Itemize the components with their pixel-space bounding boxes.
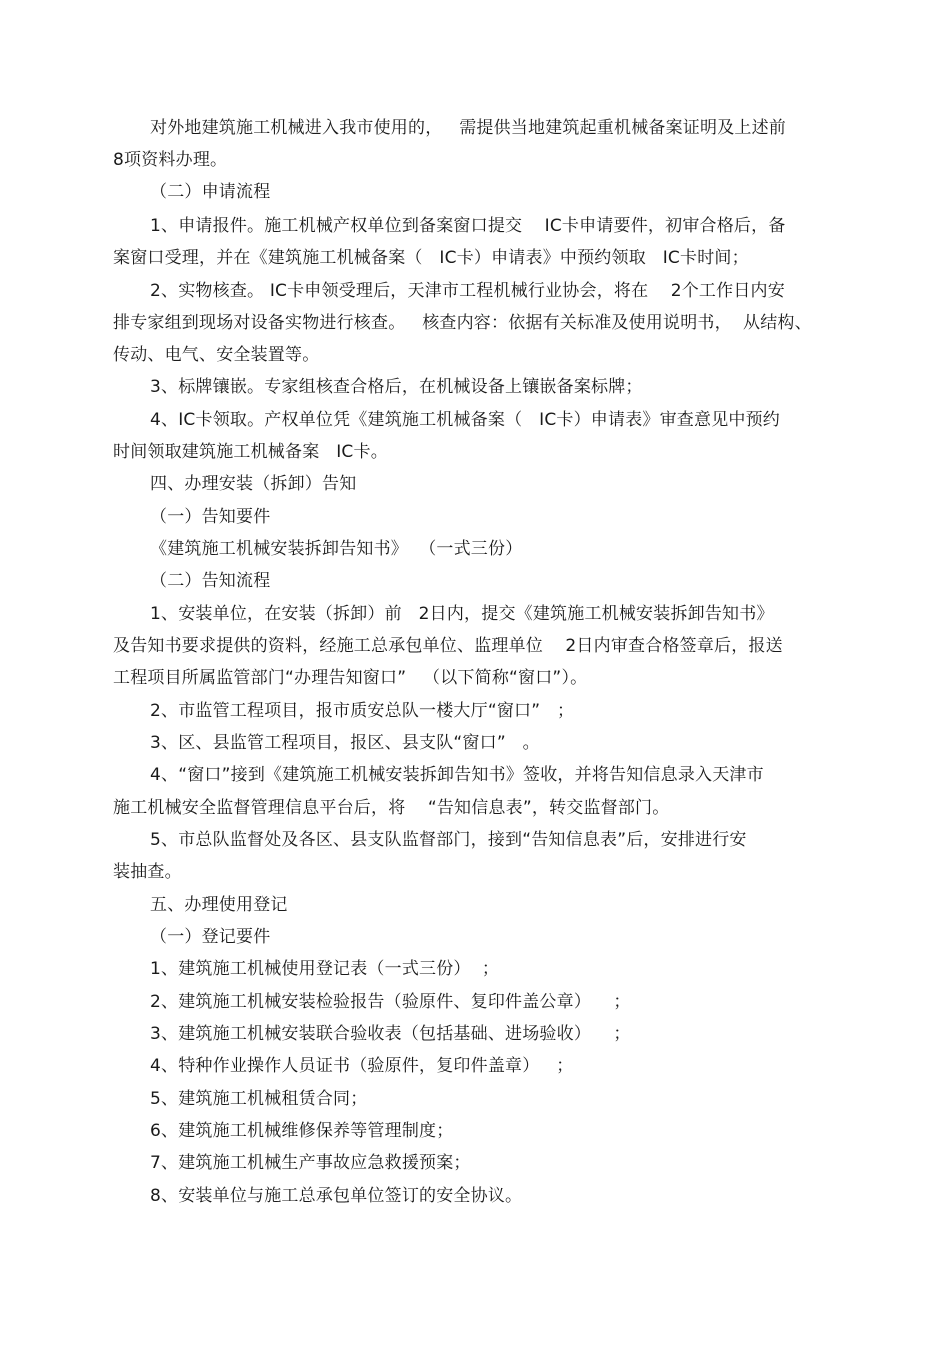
list-item: 7、建筑施工机械生产事故应急救援预案； xyxy=(150,1153,471,1173)
text-line: 施工机械安全监督管理信息平台后，将 “告知信息表”，转交监督部门。 xyxy=(113,798,670,818)
text-line: 1、安装单位，在安装（拆卸）前 2日内，提交《建筑施工机械安装拆卸告知书》 xyxy=(150,604,774,624)
list-item: 6、建筑施工机械维修保养等管理制度； xyxy=(150,1121,454,1141)
section-heading: （一）告知要件 xyxy=(150,507,271,527)
text-line: 2、市监管工程项目，报市质安总队一楼大厅“窗口” ； xyxy=(150,701,575,721)
text-line: 传动、电气、安全装置等。 xyxy=(113,345,320,365)
section-heading: 四、办理安装（拆卸）告知 xyxy=(150,474,357,494)
list-item: 8、安装单位与施工总承包单位签订的安全协议。 xyxy=(150,1186,523,1206)
text-line: 案窗口受理，并在《建筑施工机械备案（ IC卡）申请表》中预约领取 IC卡时间； xyxy=(113,248,749,268)
list-item: 2、建筑施工机械安装检验报告（验原件、复印件盖公章） ； xyxy=(150,992,631,1012)
text-line: 8项资料办理。 xyxy=(113,150,228,170)
list-item: 4、特种作业操作人员证书（验原件，复印件盖章） ； xyxy=(150,1056,574,1076)
text-line: 《建筑施工机械安装拆卸告知书》 （一式三份） xyxy=(150,539,523,559)
list-item: 5、建筑施工机械租赁合同； xyxy=(150,1089,368,1109)
section-heading: （二）告知流程 xyxy=(150,571,271,591)
list-item: 3、建筑施工机械安装联合验收表（包括基础、进场验收） ； xyxy=(150,1024,631,1044)
text-line: 装抽查。 xyxy=(113,862,182,882)
text-line: 对外地建筑施工机械进入我市使用的， 需提供当地建筑起重机械备案证明及上述前 xyxy=(150,118,787,138)
text-line: 5、市总队监督处及各区、县支队监督部门，接到“告知信息表”后，安排进行安 xyxy=(150,830,747,850)
text-line: 4、IC卡领取。产权单位凭《建筑施工机械备案（ IC卡）申请表》审查意见中预约 xyxy=(150,410,780,430)
text-line: 排专家组到现场对设备实物进行核查。 核查内容：依据有关标准及使用说明书， 从结构、 xyxy=(113,313,812,333)
list-item: 1、建筑施工机械使用登记表（一式三份） ； xyxy=(150,959,500,979)
section-heading: （二）申请流程 xyxy=(150,182,271,202)
text-line: 2、实物核查。 IC卡申领受理后，天津市工程机械行业协会，将在 2个工作日内安 xyxy=(150,281,785,301)
text-line: 4、“窗口”接到《建筑施工机械安装拆卸告知书》签收，并将告知信息录入天津市 xyxy=(150,765,764,785)
text-line: 工程项目所属监管部门“办理告知窗口” （以下简称“窗口”）。 xyxy=(113,668,588,688)
text-line: 1、申请报件。施工机械产权单位到备案窗口提交 IC卡申请要件，初审合格后，备 xyxy=(150,216,786,236)
section-heading: （一）登记要件 xyxy=(150,927,271,947)
text-line: 时间领取建筑施工机械备案 IC卡。 xyxy=(113,442,388,462)
text-line: 及告知书要求提供的资料，经施工总承包单位、监理单位 2日内审查合格签章后，报送 xyxy=(113,636,783,656)
text-line: 3、区、县监管工程项目，报区、县支队“窗口” 。 xyxy=(150,733,540,753)
text-line: 3、标牌镶嵌。专家组核查合格后，在机械设备上镶嵌备案标牌； xyxy=(150,377,643,397)
section-heading: 五、办理使用登记 xyxy=(150,895,288,915)
